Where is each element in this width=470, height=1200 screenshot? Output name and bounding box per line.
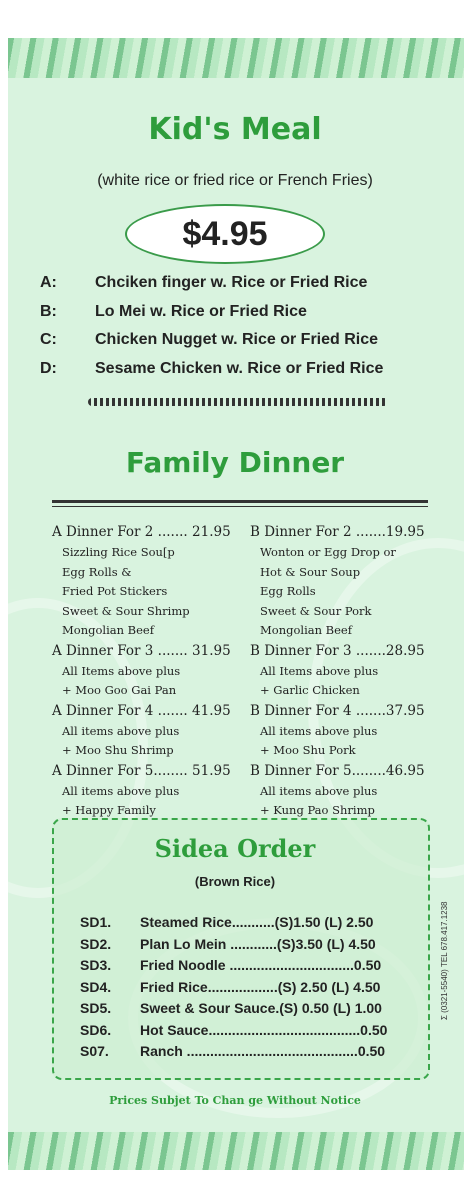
brush-stroke-bottom (8, 1132, 464, 1170)
dinner-block (250, 703, 440, 763)
section-rule (52, 500, 428, 503)
item-name: Sesame Chicken w. Rice or Fried Rice (95, 359, 384, 377)
item-code: S07. (80, 1043, 109, 1059)
dinner-item: Fried Pot Stickers (62, 584, 168, 598)
dinner-item: + Moo Shu Shrimp (62, 743, 174, 757)
kids-meal-subtitle: (white rice or fried rice or French Fries) (97, 172, 373, 189)
dinner-item: + Garlic Chicken (260, 683, 360, 697)
dinner-item: + Kung Pao Shrimp (260, 803, 375, 817)
kids-meal-price-badge (125, 204, 325, 264)
family-dinner-title: Family Dinner (125, 446, 345, 479)
side-order-list (80, 914, 410, 1065)
dinner-block (250, 524, 440, 643)
item-code: C: (40, 331, 57, 348)
section-rule (52, 506, 428, 507)
item-text: Fried Rice..................(S) 2.50 (L) 4.50 (140, 978, 381, 995)
section-divider (88, 398, 388, 406)
dinner-item: Sweet & Sour Shrimp (62, 603, 190, 618)
dinner-block (52, 763, 242, 823)
kids-meal-list (40, 274, 440, 388)
list-item (40, 331, 440, 360)
dinner-item: Hot & Sour Soup (260, 564, 361, 579)
dinner-block (52, 524, 242, 643)
dinner-heading: A Dinner For 3 ....... 31.95 (52, 642, 231, 659)
item-code: B: (40, 302, 57, 320)
item-code: D: (40, 359, 57, 377)
item-text: Sweet & Sour Sauce.(S) 0.50 (L) 1.00 (140, 1000, 382, 1016)
dinner-item: Mongolian Beef (62, 623, 154, 637)
dinner-item: + Moo Shu Pork (260, 743, 356, 757)
list-item (40, 303, 440, 332)
dinner-item: All items above plus (260, 783, 378, 798)
item-text: Ranch ............................................0.50 (140, 1043, 386, 1059)
price-notice: Prices Subjet To Chan ge Without Notice (109, 1094, 361, 1107)
item-name: Chciken finger w. Rice or Fried Rice (95, 274, 368, 291)
item-name: Lo Mei w. Rice or Fried Rice (95, 302, 307, 320)
kids-meal-price: $4.95 (182, 214, 268, 253)
list-item (40, 360, 440, 389)
dinner-block (52, 703, 242, 763)
list-item (80, 1000, 410, 1022)
side-order-title: Sidea Order (154, 834, 316, 863)
list-item (80, 1043, 410, 1065)
dinner-block (52, 643, 242, 703)
list-item (80, 979, 410, 1001)
list-item (80, 1022, 410, 1044)
list-item (80, 914, 410, 936)
dinner-heading: B Dinner For 2 .......19.95 (250, 524, 425, 540)
family-dinner-column-b (250, 524, 440, 823)
dinner-heading: A Dinner For 4 ....... 41.95 (52, 702, 231, 719)
dinner-item: All items above plus (62, 783, 180, 798)
list-item (80, 957, 410, 979)
dinner-item: All Items above plus (260, 663, 379, 678)
item-text: Steamed Rice...........(S)1.50 (L) 2.50 (140, 914, 374, 930)
dinner-heading: B Dinner For 5........46.95 (250, 762, 425, 779)
printer-phone-note: Σ (0321-5540) TEL 678.417.1238 (440, 901, 449, 1020)
item-code: SD6. (80, 1021, 112, 1038)
item-text: Fried Noodle ................................0.50 (140, 957, 382, 973)
dinner-heading: B Dinner For 4 .......37.95 (250, 702, 425, 719)
dinner-item: All items above plus (62, 723, 180, 738)
family-dinner-column-a (52, 524, 242, 823)
list-item (40, 274, 440, 303)
brush-stroke-top (8, 38, 464, 78)
item-text: Plan Lo Mein ............(S)3.50 (L) 4.50 (140, 935, 376, 952)
side-order-subtitle: (Brown Rice) (194, 874, 276, 889)
dinner-item: All Items above plus (62, 663, 181, 678)
list-item (80, 936, 410, 958)
item-code: SD5. (80, 1000, 112, 1016)
dinner-item: Sizzling Rice Sou[p (62, 545, 175, 559)
kids-meal-title: Kid's Meal (148, 112, 322, 147)
dinner-item: + Moo Goo Gai Pan (62, 683, 177, 697)
dinner-block (250, 763, 440, 823)
item-code: SD2. (80, 935, 112, 952)
item-text: Hot Sauce.......................................0.50 (140, 1021, 388, 1038)
dinner-heading: A Dinner For 2 ....... 21.95 (52, 524, 231, 540)
dinner-heading: A Dinner For 5........ 51.95 (52, 762, 231, 779)
dinner-item: Mongolian Beef (260, 623, 352, 637)
item-code: SD1. (80, 914, 112, 930)
dinner-item: Egg Rolls & (62, 564, 132, 579)
item-code: SD3. (80, 957, 112, 973)
item-code: SD4. (80, 978, 112, 995)
dinner-heading: B Dinner For 3 .......28.95 (250, 642, 425, 659)
dinner-block (250, 643, 440, 703)
item-name: Chicken Nugget w. Rice or Fried Rice (95, 331, 379, 348)
dinner-item: Egg Rolls (260, 584, 316, 598)
dinner-item: + Happy Family (62, 803, 156, 817)
item-code: A: (40, 274, 57, 291)
dinner-item: Wonton or Egg Drop or (260, 545, 396, 559)
dinner-item: Sweet & Sour Pork (260, 603, 372, 618)
dinner-item: All items above plus (260, 723, 378, 738)
